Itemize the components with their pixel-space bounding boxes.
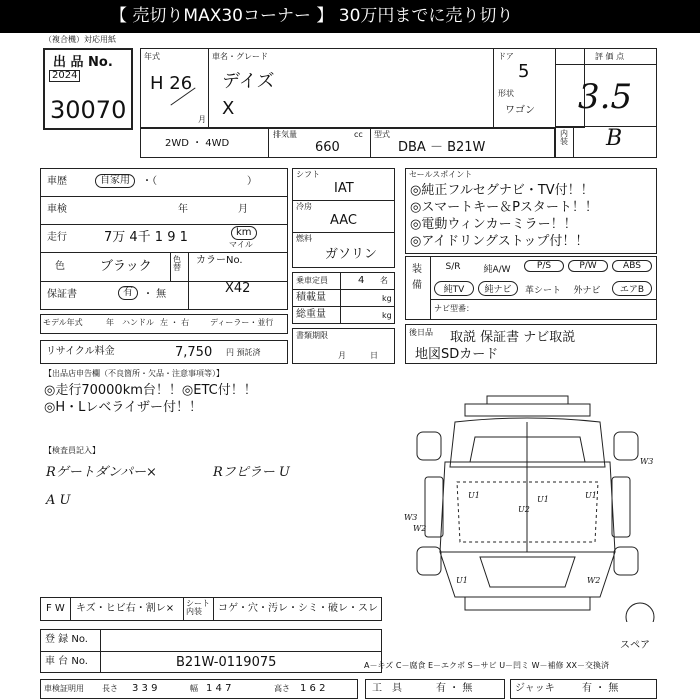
mileage-value: 7万 4千 1 9 1 [104, 230, 188, 245]
inspection-value: 年 月 [178, 204, 248, 215]
damage-legend: A－キズ C－腐食 E－エクボ S－サビ U－凹ミ W－補修 XX－交換済 [364, 661, 610, 670]
score-label: 評 価 点 [595, 52, 625, 61]
equip-airbag: エアB [612, 281, 652, 296]
equip-tv: 純TV [434, 281, 474, 296]
name-label: 車名・グレード [212, 52, 268, 61]
remarks-line-2: ◎H・Lレベライザー付！！ [44, 400, 202, 415]
shift-label: シフト [296, 170, 320, 179]
interior-label: 内装 [560, 129, 568, 146]
aftermarket-value: 取説 保証書 ナビ取説 [450, 330, 576, 345]
displacement-value: 660 [315, 140, 340, 155]
import-label: ディーラー・並行 [210, 318, 274, 327]
equip-navi: 純ナビ [478, 281, 518, 296]
sales-item-3: ◎電動ウィンカーミラー！！ [410, 217, 577, 232]
name-value: デイズ [222, 71, 275, 92]
navi-type-label: ナビ型番： [434, 304, 474, 313]
reg-label: 登 録 No. [45, 634, 88, 645]
cert-label: 車検証明用 [44, 684, 84, 693]
weight-label: 総重量 [296, 309, 326, 320]
grade-value: X [222, 98, 235, 119]
width-label: 幅 [190, 684, 198, 693]
fw-value: キズ・ヒビ右・割レ× [76, 603, 175, 614]
height-label: 高さ [274, 684, 290, 693]
warranty-label: 保証書 [47, 289, 77, 300]
doors-label: ドア [498, 52, 514, 61]
month-suffix: 月 [198, 115, 206, 124]
history-label: 車歴 [47, 176, 67, 187]
inspector-note-3: A U [46, 493, 71, 508]
doors-value: 5 [518, 61, 530, 82]
color-no-value: X42 [225, 281, 251, 296]
mileage-label: 走行 [47, 232, 67, 243]
equipment-label: 装備 [412, 264, 422, 291]
model-value: DBA － B21W [398, 140, 486, 155]
damage-mark-4: U1 [537, 495, 549, 504]
sales-item-4: ◎アイドリングストップ付！！ [410, 234, 589, 249]
color-value: ブラック [100, 259, 152, 274]
capacity-label: 乗車定員 [296, 276, 328, 285]
equip-leather: 革シート [524, 286, 561, 296]
doc-label: 書類期限 [296, 331, 328, 340]
inspector-label: 【検査員記入】 [44, 446, 100, 455]
recycle-value: 7,750 [175, 345, 213, 360]
fuel-value: ガソリン [325, 247, 378, 262]
header-box [140, 48, 585, 128]
fuel-label: 燃料 [296, 234, 312, 243]
color-change: 色替 [173, 255, 181, 272]
jack-value: 有 ・ 無 [582, 683, 619, 694]
sales-item-1: ◎純正フルセグナビ・TV付！！ [410, 183, 594, 198]
damage-mark-5: U1 [585, 491, 597, 500]
lot-number: 30070 [50, 96, 127, 124]
damage-mark-8: W2 [413, 524, 427, 533]
year-value: H 26 [150, 73, 193, 94]
handle-value: 左 ・ 右 [160, 318, 190, 327]
seat-label: シート内装 [186, 599, 210, 616]
mileage-unit: km [231, 226, 257, 240]
recycle-label: リサイクル料金 [46, 346, 115, 357]
lot-year: 2024 [49, 70, 80, 82]
damage-mark-9: U1 [456, 576, 468, 585]
cc-unit: cc [354, 130, 363, 139]
equip-alloy: 純A/W [483, 265, 511, 275]
remarks-line-1: ◎走行70000km台！！◎ETC付！！ [44, 383, 257, 398]
chassis-value: B21W-0119075 [176, 655, 277, 670]
sales-item-2: ◎スマートキー＆Pスタート！！ [410, 200, 598, 215]
interior-value: B [606, 126, 623, 151]
drive-value: 2WD ・ 4WD [165, 138, 230, 149]
shape-label: 形状 [498, 89, 514, 98]
spare-label: スペア [620, 640, 650, 651]
length-value: 3 3 9 [132, 683, 158, 694]
capacity-value: 4 [358, 275, 365, 286]
equip-pw: P/W [568, 260, 608, 272]
score-value: 3.5 [578, 77, 633, 117]
shape-value: ワゴン [505, 105, 535, 116]
doc-unit: 月 日 [338, 351, 378, 360]
lot-box [43, 48, 133, 130]
year-label: 年式 [144, 52, 160, 61]
mileage-sub: マイル [229, 240, 253, 249]
equip-ext-navi: 外ナビ [573, 286, 601, 296]
height-value: 1 6 2 [300, 683, 326, 694]
tools-label: 工 具 [372, 683, 402, 694]
warranty-rest: ・ 無 [143, 289, 167, 300]
history-value: 自家用 [95, 174, 135, 188]
color-label: 色 [55, 261, 65, 272]
damage-mark-1: W3 [640, 457, 654, 466]
model-change-label: モデル年式 [43, 318, 83, 327]
load-label: 積載量 [296, 292, 326, 303]
banner-text: 【 売切りMAX30コーナー 】 30万円までに売り切り [110, 6, 514, 26]
fw-label: F W [46, 603, 65, 614]
color-no-label: カラーNo. [196, 255, 243, 266]
damage-mark-2: W3 [404, 513, 418, 522]
banner [0, 0, 700, 33]
length-label: 長さ [102, 684, 118, 693]
damage-mark-7: W2 [587, 576, 601, 585]
recycle-unit: 円 預託済 [226, 348, 261, 357]
chassis-label: 車 台 No. [45, 656, 88, 667]
aftermarket-label: 後日品 [409, 328, 433, 337]
tools-value: 有 ・ 無 [436, 683, 473, 694]
displacement-label: 排気量 [273, 130, 297, 139]
equip-ps: P/S [524, 260, 564, 272]
inspection-label: 車検 [47, 204, 67, 215]
equip-abs: ABS [612, 260, 652, 272]
shift-value: IAT [334, 181, 354, 196]
sales-label: セールスポイント [409, 170, 473, 179]
inspector-note-2: Rフピラー U [213, 465, 290, 480]
weight-unit: kg [382, 311, 392, 320]
handle-label: ハンドル [122, 318, 154, 327]
aftermarket-value-2: 地図SDカード [415, 347, 499, 362]
model-label: 型式 [374, 130, 390, 139]
damage-mark-6: U1 [468, 491, 480, 500]
seat-value: コゲ・穴・汚レ・シミ・破レ・スレ [218, 603, 378, 614]
ac-label: 冷房 [296, 202, 312, 211]
lot-label: 出 品 No. [53, 55, 113, 70]
history-rest: ・（ ） [142, 176, 257, 187]
warranty-value: 有 [118, 286, 138, 300]
model-change-year: 年 [106, 318, 114, 327]
jack-label: ジャッキ [515, 683, 555, 694]
capacity-unit: 名 [380, 276, 388, 285]
equip-sr: S/R [445, 262, 461, 272]
width-value: 1 4 7 [206, 683, 232, 694]
top-note: （複合機）対応用紙 [44, 35, 116, 44]
inspector-note-1: Rゲートダンパー× [46, 465, 157, 480]
ac-value: AAC [330, 213, 357, 228]
load-unit: kg [382, 294, 392, 303]
damage-mark-3: U2 [518, 505, 530, 514]
remarks-label: 【出品店申告欄（不良箇所・欠品・注意事項等）】 [44, 369, 224, 378]
